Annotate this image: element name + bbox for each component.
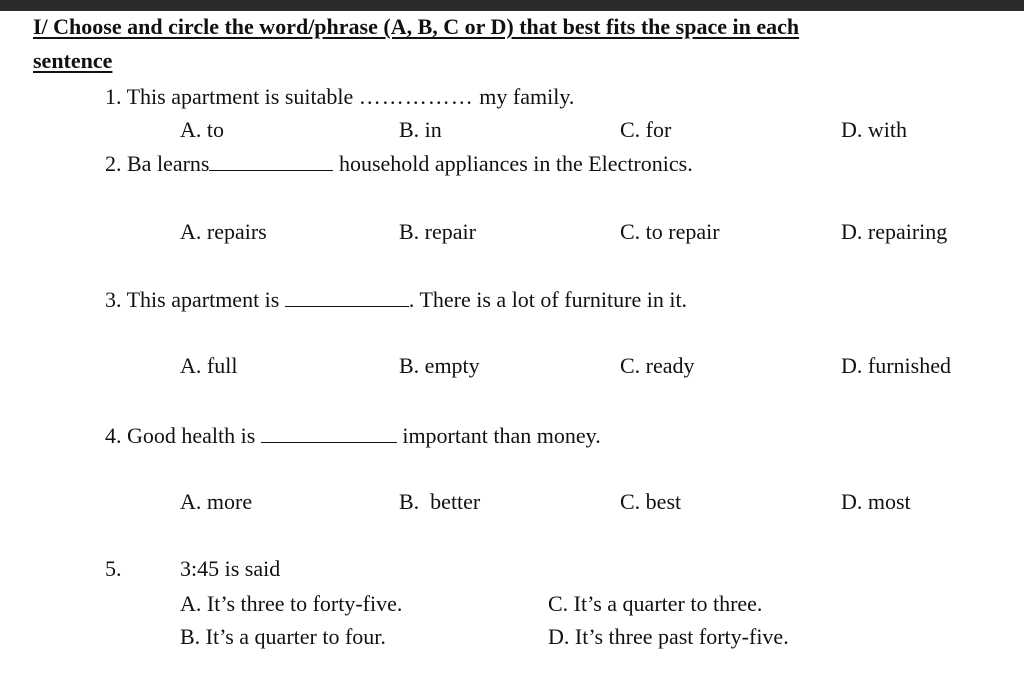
question-4-blank xyxy=(261,424,397,443)
question-2-option-d[interactable]: D. repairing xyxy=(841,219,948,244)
question-4-text-after: important than money. xyxy=(402,423,601,448)
question-2-text-after: household appliances in the Electronics. xyxy=(338,151,693,176)
question-1-text-after: my family. xyxy=(479,84,575,109)
question-4-option-c[interactable]: C. best xyxy=(620,489,682,514)
question-4-text-before: Good health is xyxy=(127,423,256,448)
question-5-option-a[interactable]: A. It’s three to forty-five. xyxy=(180,591,403,616)
question-1-number: 1. xyxy=(105,84,122,109)
question-2-option-a[interactable]: A. repairs xyxy=(180,219,267,244)
question-5-option-d[interactable]: D. It’s three past forty-five. xyxy=(548,624,789,649)
question-1-stem xyxy=(105,86,574,108)
question-5-number: 5. xyxy=(105,556,122,581)
question-3-number: 3. xyxy=(105,287,122,312)
question-1-option-d[interactable]: D. with xyxy=(841,117,907,142)
question-1-option-c[interactable]: C. for xyxy=(620,117,672,142)
question-2-stem xyxy=(105,152,693,175)
question-3-stem xyxy=(105,288,687,311)
question-1-blank: …………… xyxy=(358,84,474,109)
question-2-text-before: Ba learns xyxy=(127,151,210,176)
question-3-option-b[interactable]: B. empty xyxy=(399,353,480,378)
instruction-heading-line1: I/ Choose and circle the word/phrase (A, B, C or D) that best fits the space in each xyxy=(33,14,800,39)
question-3-option-a[interactable]: A. full xyxy=(180,353,238,378)
question-5-option-c[interactable]: C. It’s a quarter to three. xyxy=(548,591,763,616)
question-4-option-d[interactable]: D. most xyxy=(841,489,911,514)
question-5-stem: 3:45 is said xyxy=(180,556,281,581)
question-3-blank xyxy=(285,288,409,307)
question-3-option-d[interactable]: D. furnished xyxy=(841,353,951,378)
question-3-option-c[interactable]: C. ready xyxy=(620,353,695,378)
instruction-heading-line2: sentence xyxy=(33,48,113,73)
question-1-option-b[interactable]: B. in xyxy=(399,117,442,142)
question-2-option-c[interactable]: C. to repair xyxy=(620,219,720,244)
question-5-option-b[interactable]: B. It’s a quarter to four. xyxy=(180,624,386,649)
question-3-text-before: This apartment is xyxy=(126,287,280,312)
question-3-text-after: . There is a lot of furniture in it. xyxy=(408,287,688,312)
question-2-blank xyxy=(209,152,333,171)
question-1-option-a[interactable]: A. to xyxy=(180,117,224,142)
top-dark-bar xyxy=(0,0,1024,11)
question-4-stem xyxy=(105,424,601,447)
question-2-option-b[interactable]: B. repair xyxy=(399,219,476,244)
question-4-option-a[interactable]: A. more xyxy=(180,489,253,514)
question-4-option-b[interactable]: B. better xyxy=(399,489,481,514)
question-4-number: 4. xyxy=(105,423,122,448)
question-2-number: 2. xyxy=(105,151,122,176)
question-1-text-before: This apartment is suitable xyxy=(126,84,354,109)
